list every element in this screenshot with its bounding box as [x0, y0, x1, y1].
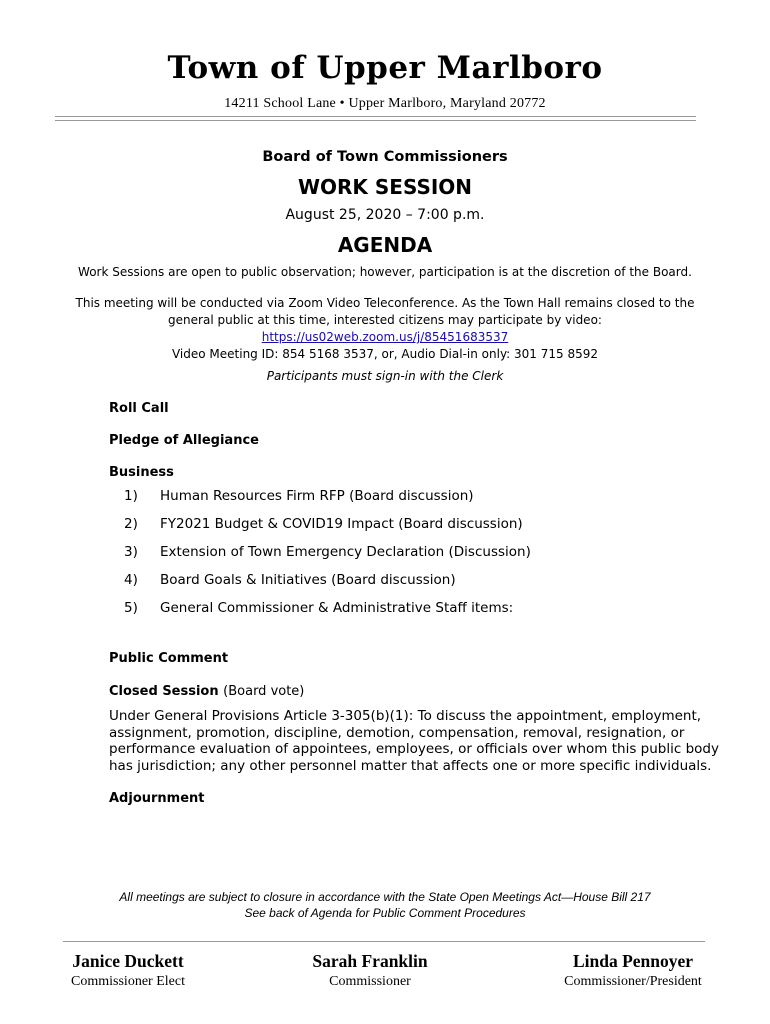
item-number: 2) — [124, 516, 138, 532]
organization-name: Board of Town Commissioners — [262, 149, 508, 165]
signatory-1 — [48, 951, 208, 990]
signatory-role: Commissioner Elect — [71, 974, 185, 989]
signatory-2 — [290, 951, 450, 990]
town-address: 14211 School Lane • Upper Marlboro, Maryland 20772 — [224, 96, 546, 111]
zoom-link[interactable]: https://us02web.zoom.us/j/85451683537 — [261, 330, 509, 344]
closed-session-heading — [109, 684, 304, 699]
item-number: 1) — [124, 488, 138, 504]
agenda-heading: AGENDA — [337, 233, 433, 257]
session-date: August 25, 2020 – 7:00 p.m. — [285, 207, 485, 223]
open-meetings-note: All meetings are subject to closure in accordance with the State Open Meetings Act—House Bill 217 — [119, 890, 651, 904]
signin-note: Participants must sign-in with the Clerk — [266, 369, 504, 383]
pledge-heading: Pledge of Allegiance — [109, 433, 259, 448]
business-heading: Business — [109, 465, 174, 480]
signatory-name: Sarah Franklin — [312, 951, 428, 971]
session-title: WORK SESSION — [297, 175, 473, 199]
public-comment-procedures-note: See back of Agenda for Public Comment Procedures — [244, 906, 526, 920]
footer-note — [0, 889, 770, 921]
adjournment-heading: Adjournment — [109, 791, 205, 806]
item-text: FY2021 Budget & COVID19 Impact (Board discussion) — [160, 516, 523, 532]
closed-session-note: (Board vote) — [223, 684, 305, 699]
item-text: Board Goals & Initiatives (Board discussion) — [160, 572, 456, 588]
item-number: 3) — [124, 544, 138, 560]
zoom-info — [0, 295, 770, 363]
item-text: Human Resources Firm RFP (Board discussion) — [160, 488, 474, 504]
closed-session-text: Under General Provisions Article 3-305(b)(1): To discuss the appointment, employment, assignment, promotion, discipline, demotion, compensation, removal, resignation, or performance evaluation of appointees, employees, or officials over whom this public body has jurisdiction; any other personnel matter that affects one or more specific individuals. — [109, 708, 719, 774]
signatory-name: Janice Duckett — [72, 951, 184, 971]
item-text: Extension of Town Emergency Declaration (Discussion) — [160, 544, 531, 560]
item-number: 5) — [124, 600, 138, 616]
zoom-line-2: general public at this time, interested citizens may participate by video: — [168, 313, 602, 327]
public-observation-notice: Work Sessions are open to public observation; however, participation is at the discretion of the Board. — [78, 265, 692, 279]
footer-divider — [63, 941, 705, 942]
letterhead-divider — [55, 116, 696, 121]
roll-call-heading: Roll Call — [109, 401, 169, 416]
item-number: 4) — [124, 572, 138, 588]
signatory-name: Linda Pennoyer — [572, 951, 694, 971]
public-comment-heading: Public Comment — [109, 651, 229, 666]
signatory-3 — [548, 951, 718, 990]
town-title: Town of Upper Marlboro — [167, 50, 603, 86]
closed-session-label: Closed Session — [109, 684, 219, 699]
signatory-role: Commissioner — [329, 974, 411, 989]
item-text: General Commissioner & Administrative Staff items: — [160, 600, 514, 616]
signatory-role: Commissioner/President — [564, 974, 702, 989]
zoom-line-1: This meeting will be conducted via Zoom Video Teleconference. As the Town Hall remains closed to the — [75, 296, 695, 310]
zoom-meeting-ids: Video Meeting ID: 854 5168 3537, or, Audio Dial-in only: 301 715 8592 — [171, 347, 599, 361]
